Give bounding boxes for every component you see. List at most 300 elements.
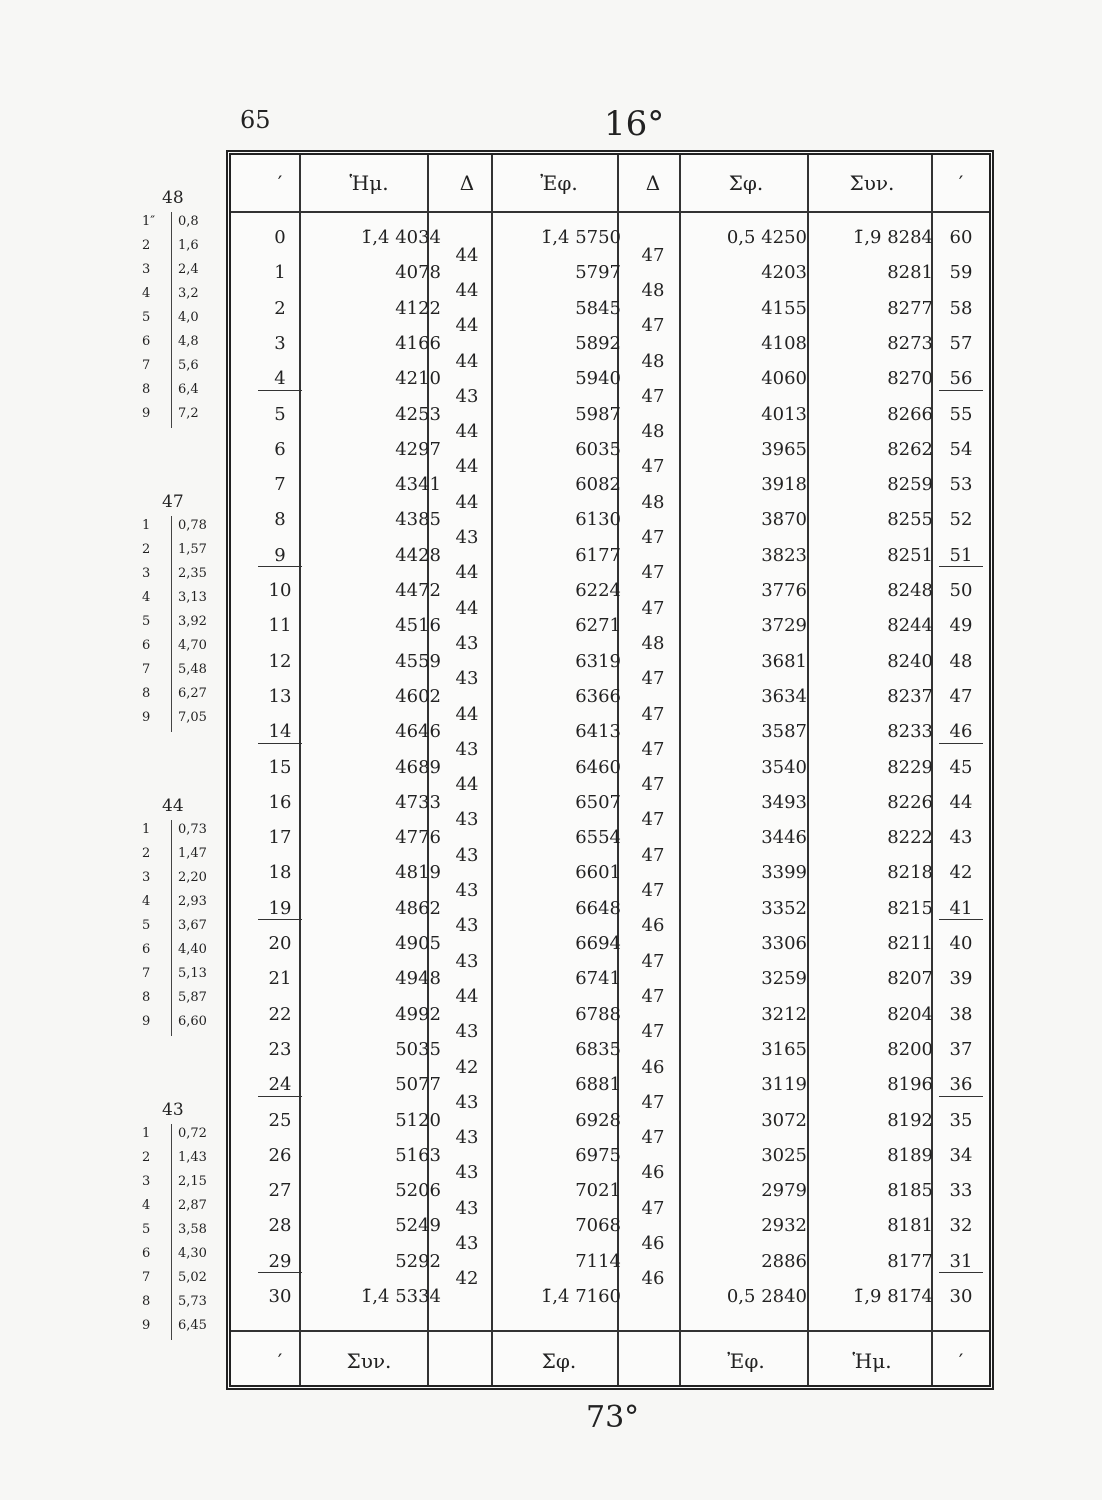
sine-value: 4166 xyxy=(395,332,441,354)
minute-right: 59 xyxy=(949,262,973,284)
delta-sine: 43 xyxy=(455,1127,479,1149)
cotangent-value: 2886 xyxy=(761,1250,807,1272)
pp-table xyxy=(138,796,222,1036)
delta-sine: 43 xyxy=(455,1021,479,1043)
cotangent-value: 3352 xyxy=(761,897,807,919)
pp-value: 4,0 xyxy=(178,310,199,325)
pp-row xyxy=(138,212,222,236)
pp-value: 0,73 xyxy=(178,822,207,837)
sine-value: 4862 xyxy=(395,897,441,919)
minute-left: 1 xyxy=(274,262,286,284)
page-number: 65 xyxy=(240,106,271,134)
delta-sine: 43 xyxy=(455,950,479,972)
minute-right: 37 xyxy=(949,1038,973,1060)
sine-value: 4776 xyxy=(395,827,441,849)
minute-left: 13 xyxy=(268,685,292,707)
minute-left: 8 xyxy=(274,509,286,531)
sine-value: 4516 xyxy=(395,615,441,637)
delta-tangent: 47 xyxy=(641,774,665,796)
cotangent-value: 3587 xyxy=(761,721,807,743)
minute-left: 14 xyxy=(268,721,292,743)
sine-value: 4948 xyxy=(395,968,441,990)
sine-value: 4602 xyxy=(395,685,441,707)
delta-tangent: 47 xyxy=(641,880,665,902)
degree-top: 16° xyxy=(604,104,665,144)
minute-right: 55 xyxy=(949,403,973,425)
pp-row xyxy=(138,356,222,380)
minute-left: 9 xyxy=(274,544,286,566)
pp-seconds: 2 xyxy=(142,1150,151,1165)
sine-value: 4428 xyxy=(395,544,441,566)
cosine-value: 8244 xyxy=(887,615,933,637)
pp-seconds: 3 xyxy=(142,870,151,885)
sine-value: 4297 xyxy=(395,438,441,460)
delta-tangent: 47 xyxy=(641,844,665,866)
minute-right: 54 xyxy=(949,438,973,460)
pp-row xyxy=(138,868,222,892)
cotangent-value: 3823 xyxy=(761,544,807,566)
pp-row xyxy=(138,612,222,636)
sine-value: 4733 xyxy=(395,791,441,813)
minute-right: 36 xyxy=(949,1074,973,1096)
delta-sine: 43 xyxy=(455,738,479,760)
pp-value: 4,30 xyxy=(178,1246,207,1261)
pp-row xyxy=(138,1124,222,1148)
sine-value: 4819 xyxy=(395,862,441,884)
pp-row xyxy=(138,916,222,940)
pp-seconds: 3 xyxy=(142,262,151,277)
sine-value: 4122 xyxy=(395,297,441,319)
tangent-value: 5940 xyxy=(575,368,621,390)
pp-row xyxy=(138,820,222,844)
delta-sine: 44 xyxy=(455,244,479,266)
delta-sine: 43 xyxy=(455,1162,479,1184)
cosine-value: 8211 xyxy=(887,933,933,954)
pp-head: 44 xyxy=(162,796,184,816)
pp-value: 5,73 xyxy=(178,1294,207,1309)
tangent-value: 6319 xyxy=(575,650,621,672)
pp-row xyxy=(138,636,222,660)
minute-right: 31 xyxy=(949,1250,973,1272)
minute-right: 34 xyxy=(949,1144,973,1166)
pp-seconds: 1″ xyxy=(142,214,156,229)
pp-value: 6,60 xyxy=(178,1014,207,1029)
tangent-value: 6366 xyxy=(575,685,621,707)
cotangent-value: 0,5 2840 xyxy=(726,1286,807,1307)
pp-value: 4,70 xyxy=(178,638,207,653)
pp-value: 3,92 xyxy=(178,614,207,629)
pp-row xyxy=(138,308,222,332)
pp-seconds: 4 xyxy=(142,590,151,605)
minute-right: 30 xyxy=(949,1286,973,1307)
pp-value: 2,87 xyxy=(178,1198,207,1213)
minute-left: 4 xyxy=(274,368,286,390)
cotangent-value: 3306 xyxy=(761,933,807,954)
pp-row xyxy=(138,940,222,964)
cosine-value: 8229 xyxy=(887,756,933,778)
pp-seconds: 3 xyxy=(142,566,151,581)
pp-seconds: 7 xyxy=(142,662,151,677)
pp-table xyxy=(138,188,222,428)
degree-bottom: 73° xyxy=(586,1400,640,1435)
cosine-value: 8207 xyxy=(887,968,933,990)
log-trig-table xyxy=(226,150,994,1390)
sine-value: 5035 xyxy=(395,1038,441,1060)
pp-value: 3,58 xyxy=(178,1222,207,1237)
sine-value: 5077 xyxy=(395,1074,441,1096)
pp-value: 3,67 xyxy=(178,918,207,933)
cotangent-value: 3965 xyxy=(761,438,807,460)
pp-value: 2,35 xyxy=(178,566,207,581)
tangent-value: 1̄,4 5750 xyxy=(540,227,621,248)
sine-value: 4646 xyxy=(395,721,441,743)
pp-head: 47 xyxy=(162,492,184,512)
pp-value: 7,05 xyxy=(178,710,207,725)
cosine-value: 8218 xyxy=(887,862,933,884)
cosine-value: 8281 xyxy=(887,262,933,284)
pp-value: 2,20 xyxy=(178,870,207,885)
cosine-value: 8237 xyxy=(887,685,933,707)
delta-sine: 43 xyxy=(455,632,479,654)
cotangent-value: 3681 xyxy=(761,650,807,672)
pp-value: 4,8 xyxy=(178,334,199,349)
pp-seconds: 9 xyxy=(142,1318,151,1333)
pp-row xyxy=(138,332,222,356)
cotangent-value: 3493 xyxy=(761,791,807,813)
cosine-value: 8233 xyxy=(887,721,933,743)
delta-sine: 44 xyxy=(455,562,479,584)
pp-seconds: 6 xyxy=(142,638,151,653)
sine-value: 4078 xyxy=(395,262,441,284)
header-sine: Ἡμ. xyxy=(349,171,389,195)
sine-value: 4472 xyxy=(395,580,441,601)
minute-left: 23 xyxy=(268,1038,292,1060)
minute-right: 42 xyxy=(949,862,973,884)
tangent-value: 6881 xyxy=(575,1074,621,1096)
cotangent-value: 4203 xyxy=(761,262,807,284)
header-cotangent: Σφ. xyxy=(728,171,764,195)
tangent-value: 6928 xyxy=(575,1109,621,1131)
pp-value: 5,48 xyxy=(178,662,207,677)
tangent-value: 7068 xyxy=(575,1215,621,1237)
tangent-value: 6554 xyxy=(575,827,621,849)
minute-right: 39 xyxy=(949,968,973,990)
delta-sine: 44 xyxy=(455,350,479,372)
delta-sine: 43 xyxy=(455,915,479,937)
delta-tangent: 47 xyxy=(641,1197,665,1219)
pp-row xyxy=(138,708,222,732)
delta-tangent: 47 xyxy=(641,809,665,831)
minute-left: 26 xyxy=(268,1144,292,1166)
minute-left: 19 xyxy=(268,897,292,919)
delta-tangent: 46 xyxy=(641,1056,665,1078)
delta-sine: 44 xyxy=(455,421,479,443)
pp-seconds: 4 xyxy=(142,286,151,301)
minute-right: 50 xyxy=(949,580,973,601)
cotangent-value: 0,5 4250 xyxy=(726,227,807,248)
cosine-value: 8200 xyxy=(887,1038,933,1060)
pp-value: 0,72 xyxy=(178,1126,207,1141)
minute-right: 38 xyxy=(949,1003,973,1025)
cosine-value: 8222 xyxy=(887,827,933,849)
tangent-value: 5987 xyxy=(575,403,621,425)
pp-seconds: 6 xyxy=(142,334,151,349)
sine-value: 4689 xyxy=(395,756,441,778)
sine-value: 4992 xyxy=(395,1003,441,1025)
minute-right: 49 xyxy=(949,615,973,637)
delta-tangent: 47 xyxy=(641,562,665,584)
pp-seconds: 1 xyxy=(142,518,151,533)
cosine-value: 1̄,9 8284 xyxy=(852,227,933,248)
tangent-value: 6788 xyxy=(575,1003,621,1025)
footer-cosine: Συν. xyxy=(346,1349,392,1373)
pp-row xyxy=(138,588,222,612)
pp-seconds: 7 xyxy=(142,358,151,373)
delta-tangent: 46 xyxy=(641,1268,665,1290)
group-separator xyxy=(939,390,983,392)
delta-tangent: 47 xyxy=(641,1021,665,1043)
pp-value: 2,15 xyxy=(178,1174,207,1189)
minute-left: 5 xyxy=(274,403,286,425)
delta-sine: 44 xyxy=(455,315,479,337)
tangent-value: 6741 xyxy=(575,968,621,990)
minute-right: 32 xyxy=(949,1215,973,1237)
minute-right: 53 xyxy=(949,474,973,496)
tangent-value: 6975 xyxy=(575,1144,621,1166)
pp-value: 6,4 xyxy=(178,382,199,397)
pp-value: 0,78 xyxy=(178,518,207,533)
group-separator xyxy=(939,919,983,921)
cosine-value: 8255 xyxy=(887,509,933,531)
delta-tangent: 47 xyxy=(641,527,665,549)
minute-left: 20 xyxy=(268,933,292,954)
pp-seconds: 2 xyxy=(142,238,151,253)
minute-left: 6 xyxy=(274,438,286,460)
cosine-value: 8251 xyxy=(887,544,933,566)
tangent-value: 6835 xyxy=(575,1038,621,1060)
pp-seconds: 9 xyxy=(142,710,151,725)
minute-right: 56 xyxy=(949,368,973,390)
tangent-value: 6648 xyxy=(575,897,621,919)
pp-seconds: 1 xyxy=(142,1126,151,1141)
group-separator xyxy=(258,1272,302,1274)
cotangent-value: 2979 xyxy=(761,1180,807,1202)
pp-seconds: 8 xyxy=(142,990,151,1005)
delta-sine: 44 xyxy=(455,491,479,513)
delta-tangent: 48 xyxy=(641,491,665,513)
minute-left: 25 xyxy=(268,1109,292,1131)
group-separator xyxy=(258,566,302,568)
pp-value: 1,47 xyxy=(178,846,207,861)
pp-row xyxy=(138,404,222,428)
pp-seconds: 8 xyxy=(142,382,151,397)
minute-left: 7 xyxy=(274,474,286,496)
cotangent-value: 3119 xyxy=(761,1074,807,1096)
tangent-value: 6507 xyxy=(575,791,621,813)
header-minutes-right: ′ xyxy=(958,171,964,195)
delta-tangent: 48 xyxy=(641,279,665,301)
cosine-value: 8248 xyxy=(887,580,933,601)
cotangent-value: 4060 xyxy=(761,368,807,390)
pp-seconds: 9 xyxy=(142,1014,151,1029)
delta-sine: 44 xyxy=(455,279,479,301)
pp-row xyxy=(138,1268,222,1292)
tangent-value: 6130 xyxy=(575,509,621,531)
minute-right: 41 xyxy=(949,897,973,919)
tangent-value: 5845 xyxy=(575,297,621,319)
pp-row xyxy=(138,660,222,684)
cotangent-value: 4013 xyxy=(761,403,807,425)
minute-right: 35 xyxy=(949,1109,973,1131)
group-separator xyxy=(258,1096,302,1098)
delta-sine: 43 xyxy=(455,668,479,690)
delta-sine: 43 xyxy=(455,809,479,831)
cotangent-value: 3259 xyxy=(761,968,807,990)
pp-row xyxy=(138,516,222,540)
pp-seconds: 1 xyxy=(142,822,151,837)
pp-row xyxy=(138,844,222,868)
cotangent-value: 3212 xyxy=(761,1003,807,1025)
pp-table xyxy=(138,1100,222,1340)
sine-value: 5292 xyxy=(395,1250,441,1272)
footer-cotangent: Σφ. xyxy=(541,1349,577,1373)
pp-seconds: 5 xyxy=(142,918,151,933)
minute-left: 21 xyxy=(268,968,292,990)
pp-value: 6,27 xyxy=(178,686,207,701)
pp-seconds: 5 xyxy=(142,310,151,325)
delta-tangent: 47 xyxy=(641,244,665,266)
minute-left: 0 xyxy=(274,227,286,248)
delta-tangent: 47 xyxy=(641,385,665,407)
pp-seconds: 5 xyxy=(142,1222,151,1237)
pp-row xyxy=(138,1172,222,1196)
pp-seconds: 9 xyxy=(142,406,151,421)
minute-left: 30 xyxy=(268,1286,292,1307)
tangent-value: 7114 xyxy=(575,1250,621,1272)
minute-right: 44 xyxy=(949,791,973,813)
minute-right: 33 xyxy=(949,1180,973,1202)
tangent-value: 6271 xyxy=(575,615,621,637)
cotangent-value: 3776 xyxy=(761,580,807,601)
minute-left: 28 xyxy=(268,1215,292,1237)
delta-sine: 44 xyxy=(455,456,479,478)
cosine-value: 8189 xyxy=(887,1144,933,1166)
delta-tangent: 47 xyxy=(641,985,665,1007)
delta-tangent: 47 xyxy=(641,950,665,972)
delta-sine: 42 xyxy=(455,1268,479,1290)
pp-seconds: 6 xyxy=(142,942,151,957)
footer-minutes-right: ′ xyxy=(958,1349,964,1373)
sine-value: 4905 xyxy=(395,933,441,954)
header-delta-sine: Δ xyxy=(459,171,475,195)
cotangent-value: 3634 xyxy=(761,685,807,707)
pp-head: 43 xyxy=(162,1100,184,1120)
minute-left: 16 xyxy=(268,791,292,813)
pp-value: 1,6 xyxy=(178,238,199,253)
pp-value: 1,57 xyxy=(178,542,207,557)
cosine-value: 8262 xyxy=(887,438,933,460)
minute-right: 45 xyxy=(949,756,973,778)
sine-value: 5206 xyxy=(395,1180,441,1202)
pp-row xyxy=(138,1148,222,1172)
delta-sine: 44 xyxy=(455,597,479,619)
header-cosine: Συν. xyxy=(849,171,895,195)
cosine-value: 8277 xyxy=(887,297,933,319)
group-separator xyxy=(258,919,302,921)
cosine-value: 8196 xyxy=(887,1074,933,1096)
pp-seconds: 5 xyxy=(142,614,151,629)
delta-sine: 43 xyxy=(455,880,479,902)
tangent-value: 6601 xyxy=(575,862,621,884)
pp-row xyxy=(138,892,222,916)
pp-row xyxy=(138,284,222,308)
sine-value: 4210 xyxy=(395,368,441,390)
footer-sine: Ἡμ. xyxy=(852,1349,892,1373)
cosine-value: 8240 xyxy=(887,650,933,672)
sine-value: 5249 xyxy=(395,1215,441,1237)
minute-right: 51 xyxy=(949,544,973,566)
delta-sine: 42 xyxy=(455,1056,479,1078)
footer-minutes-left: ′ xyxy=(277,1349,283,1373)
pp-row xyxy=(138,236,222,260)
pp-row xyxy=(138,260,222,284)
cosine-value: 8185 xyxy=(887,1180,933,1202)
cotangent-value: 3025 xyxy=(761,1144,807,1166)
tangent-value: 1̄,4 7160 xyxy=(540,1286,621,1307)
tangent-value: 6224 xyxy=(575,580,621,601)
pp-seconds: 3 xyxy=(142,1174,151,1189)
minute-left: 17 xyxy=(268,827,292,849)
pp-seconds: 4 xyxy=(142,894,151,909)
delta-tangent: 46 xyxy=(641,1233,665,1255)
minute-left: 29 xyxy=(268,1250,292,1272)
pp-seconds: 6 xyxy=(142,1246,151,1261)
minute-left: 27 xyxy=(268,1180,292,1202)
group-separator xyxy=(939,1272,983,1274)
delta-sine: 44 xyxy=(455,985,479,1007)
delta-sine: 43 xyxy=(455,1091,479,1113)
pp-row xyxy=(138,988,222,1012)
pp-value: 5,13 xyxy=(178,966,207,981)
delta-tangent: 46 xyxy=(641,1162,665,1184)
cotangent-value: 3729 xyxy=(761,615,807,637)
pp-row xyxy=(138,564,222,588)
minute-right: 40 xyxy=(949,933,973,954)
pp-head: 48 xyxy=(162,188,184,208)
pp-row xyxy=(138,964,222,988)
tangent-value: 6413 xyxy=(575,721,621,743)
minute-left: 18 xyxy=(268,862,292,884)
minute-right: 58 xyxy=(949,297,973,319)
minute-left: 11 xyxy=(268,615,292,637)
sine-value: 4385 xyxy=(395,509,441,531)
cosine-value: 8192 xyxy=(887,1109,933,1131)
delta-tangent: 48 xyxy=(641,421,665,443)
cosine-value: 8181 xyxy=(887,1215,933,1237)
pp-row xyxy=(138,1292,222,1316)
sine-value: 1̄,4 4034 xyxy=(360,227,441,248)
delta-tangent: 46 xyxy=(641,915,665,937)
sine-value: 1̄,4 5334 xyxy=(360,1286,441,1307)
pp-value: 1,43 xyxy=(178,1150,207,1165)
pp-row xyxy=(138,380,222,404)
pp-row xyxy=(138,540,222,564)
cotangent-value: 4155 xyxy=(761,297,807,319)
group-separator xyxy=(939,743,983,745)
pp-seconds: 4 xyxy=(142,1198,151,1213)
delta-sine: 43 xyxy=(455,1233,479,1255)
pp-value: 5,6 xyxy=(178,358,199,373)
